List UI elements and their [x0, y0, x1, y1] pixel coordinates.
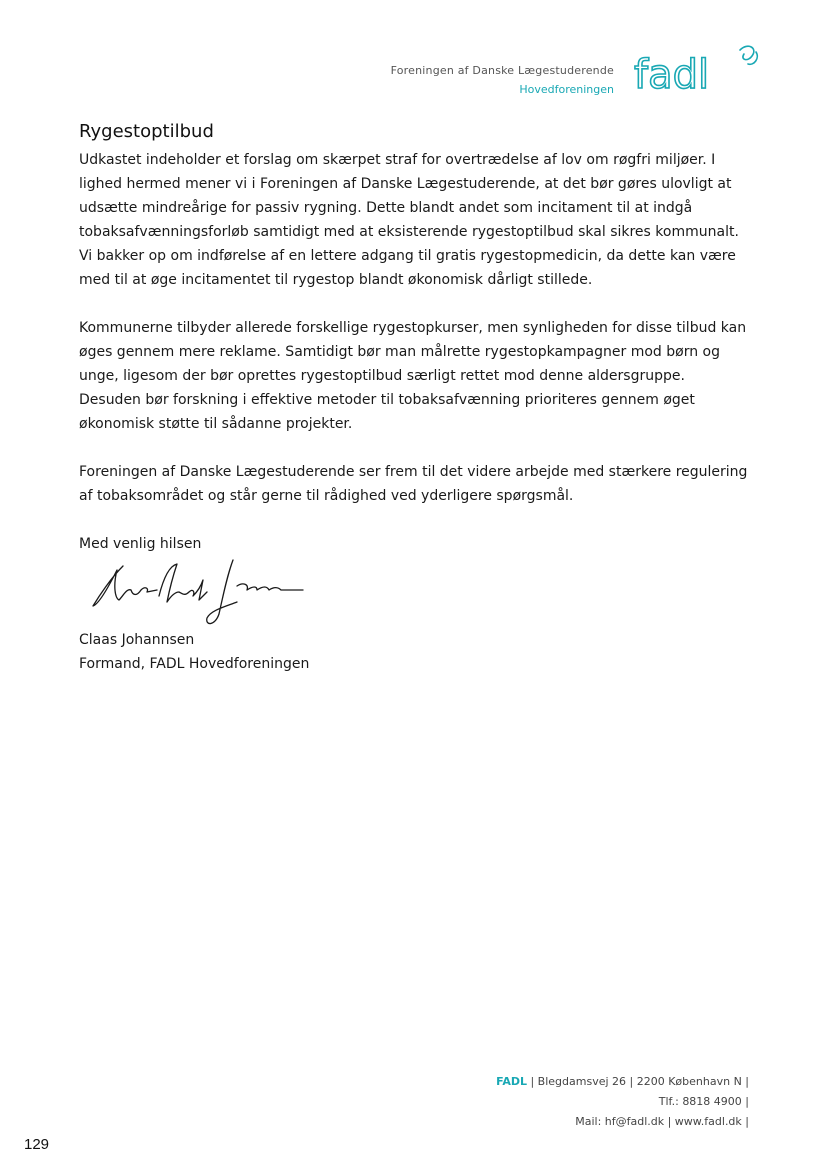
letter-heading: Rygestoptilbud: [79, 121, 214, 142]
signature-image: [87, 556, 317, 628]
org-subtitle: Hovedforeningen: [519, 83, 614, 96]
footer-address: | Blegdamsvej 26 | 2200 København N |: [526, 1075, 749, 1088]
page-number: 129: [24, 1136, 50, 1153]
signer-name: Claas Johannsen: [79, 632, 195, 648]
footer-contact: [496, 1072, 749, 1132]
logo-wordmark: fadl: [634, 52, 710, 94]
footer-brand: FADL: [496, 1075, 527, 1088]
org-header: [391, 64, 614, 97]
paragraph: Kommunerne tilbyder allerede forskellige rygestopkurser, men synligheden for disse tilbud kan øges gennem mere reklame. Samtidigt bør man målrette rygestopkampagner mod børn og unge, ligesom der bør oprettes rygestoptilbud særligt rettet mod denne aldersgruppe. Desuden bør forskning i effektive metoder til tobaksafvænning prioriteres gennem øget økonomisk støtte til sådanne projekter.: [79, 320, 747, 432]
letter-body: [79, 120, 751, 676]
footer-address-line: [496, 1072, 749, 1092]
paragraph: Foreningen af Danske Lægestuderende ser frem til det videre arbejde med stærkere regulering af tobaksområdet og står gerne til rådighed ved yderligere spørgsmål.: [79, 464, 748, 504]
closing-greeting: Med venlig hilsen: [79, 536, 202, 552]
footer-phone: Tlf.: 8818 4900 |: [658, 1095, 749, 1108]
paragraph: Udkastet indeholder et forslag om skærpet straf for overtrædelse af lov om røgfri miljøer. I lighed hermed mener vi i Foreningen af Danske Lægestuderende, at det bør gøres ulovligt at udsætte mindreårige for passiv rygning. Dette blandt andet som incitament til at indgå tobaksafvænningsforløb samtidigt med at eksisterende rygestoptilbud skal sikres kommunalt. Vi bakker op om indførelse af en lettere adgang til gratis rygestopmedicin, da dette kan være med til at øge incitamentet til rygestop blandt økonomisk dårligt stillede.: [79, 152, 739, 288]
fadl-logo: [632, 42, 762, 94]
footer-contact-line: Mail: hf@fadl.dk | www.fadl.dk |: [575, 1115, 749, 1128]
logo-swirl-icon: [740, 46, 757, 64]
org-name: Foreningen af Danske Lægestuderende: [390, 64, 614, 77]
signer-title: Formand, FADL Hovedforeningen: [79, 656, 310, 672]
